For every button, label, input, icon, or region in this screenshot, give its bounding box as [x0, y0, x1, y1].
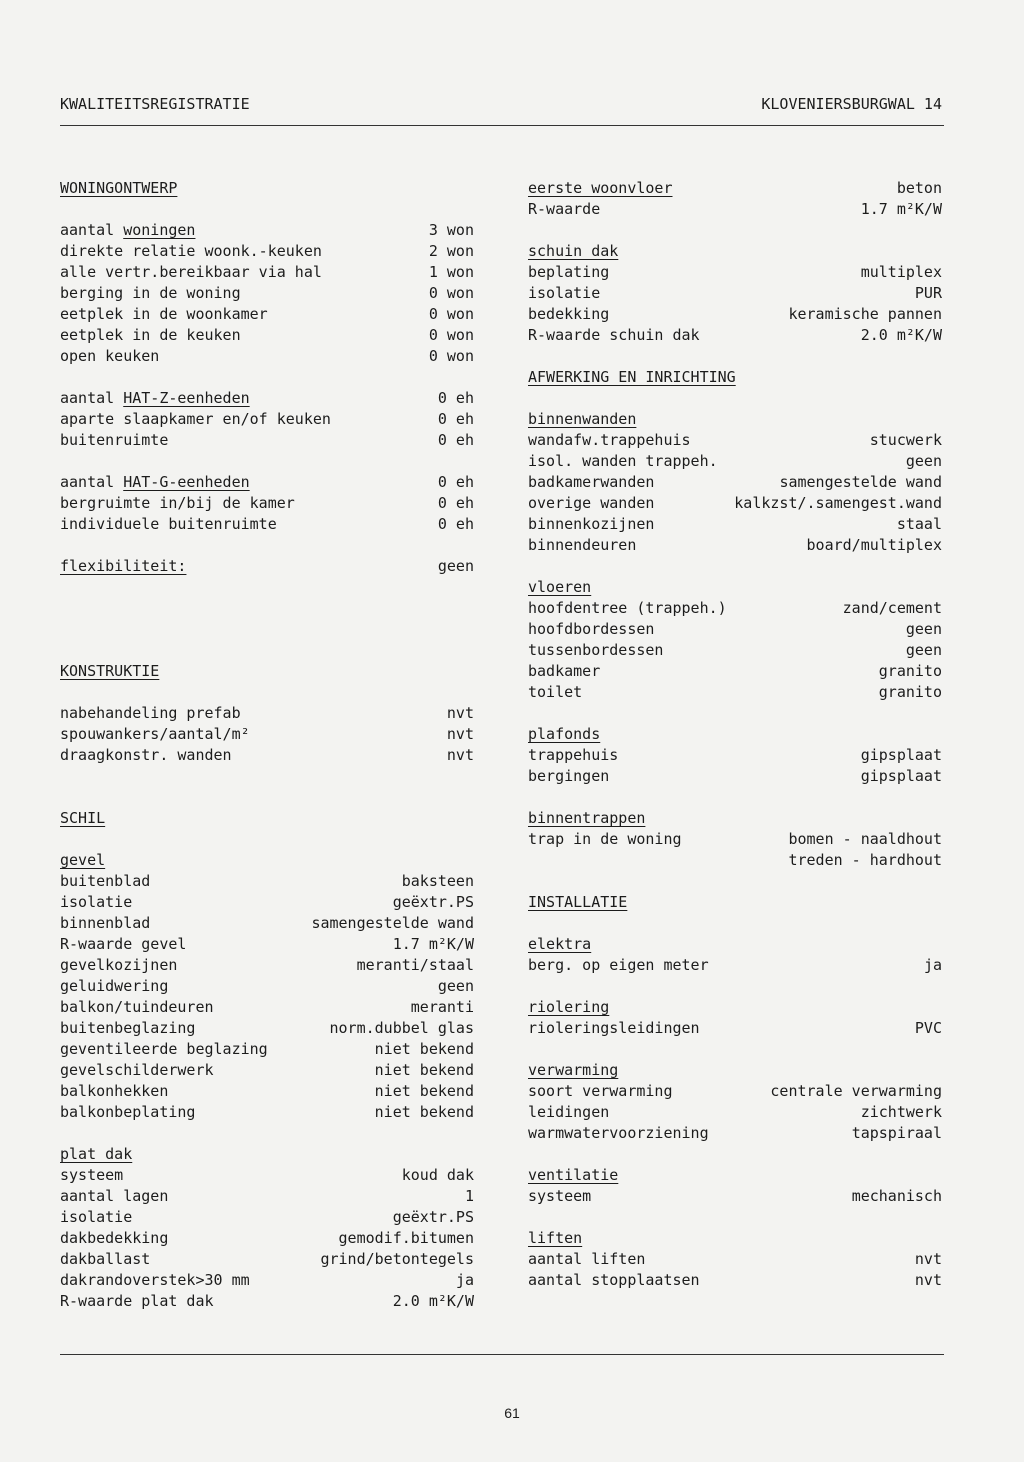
- item-label: aantal lagen: [60, 1187, 169, 1205]
- list-item: [60, 1228, 474, 1249]
- list-item: [528, 1270, 942, 1291]
- item-label: badkamerwanden: [528, 473, 655, 491]
- item-label: systeem: [528, 1187, 592, 1205]
- item-value: koud dak: [401, 1166, 474, 1184]
- list-item: [528, 262, 942, 283]
- list-item: [528, 1102, 942, 1123]
- item-label: bergruimte in/bij de kamer: [60, 494, 295, 512]
- item-label: leidingen: [528, 1103, 610, 1121]
- subsection-vloeren: vloeren: [528, 578, 592, 596]
- item-value: beton: [896, 179, 942, 197]
- list-item: [528, 850, 942, 871]
- group-konstruktie: [60, 703, 474, 766]
- item-label: eetplek in de woonkamer: [60, 305, 268, 323]
- subsection-binnentrappen: binnentrappen: [528, 809, 646, 827]
- group-gevel: [60, 871, 474, 1123]
- item-label: balkonhekken: [60, 1082, 169, 1100]
- item-label-prefix: aantal: [60, 473, 124, 491]
- list-item: [60, 1081, 474, 1102]
- item-value: zand/cement: [842, 599, 942, 617]
- group-woningen: [60, 220, 474, 367]
- item-value: PUR: [914, 284, 942, 302]
- item-value: granito: [878, 662, 942, 680]
- item-label: gevelkozijnen: [60, 956, 178, 974]
- item-label: [60, 220, 195, 241]
- item-label: isolatie: [60, 893, 133, 911]
- list-item: [528, 472, 942, 493]
- item-label: isol. wanden trappeh.: [528, 452, 718, 470]
- item-value: 0 eh: [437, 389, 474, 407]
- item-label-underlined: eerste woonvloer: [528, 179, 673, 197]
- section-woningontwerp: WONINGONTWERP: [60, 179, 178, 197]
- item-label: [528, 178, 673, 199]
- item-value: tapspiraal: [851, 1124, 942, 1142]
- item-value: 0 eh: [437, 431, 474, 449]
- item-label: draagkonstr. wanden: [60, 746, 232, 764]
- item-value: samengestelde wand: [779, 473, 942, 491]
- list-item: [60, 388, 474, 409]
- list-item: [60, 262, 474, 283]
- list-item: [60, 1060, 474, 1081]
- list-item: [528, 451, 942, 472]
- item-label: aantal liften: [528, 1250, 646, 1268]
- list-item: [528, 283, 942, 304]
- header-left: KWALITEITSREGISTRATIE: [60, 95, 250, 113]
- list-item: [528, 304, 942, 325]
- group-plafonds: [528, 745, 942, 787]
- item-label: dakballast: [60, 1250, 151, 1268]
- item-label: aparte slaapkamer en/of keuken: [60, 410, 331, 428]
- item-value: geen: [905, 452, 942, 470]
- item-label-underlined: HAT-Z-eenheden: [123, 389, 250, 407]
- item-label: buitenruimte: [60, 431, 169, 449]
- item-label: berg. op eigen meter: [528, 956, 709, 974]
- list-item: [60, 409, 474, 430]
- list-item: [60, 976, 474, 997]
- item-label: individuele buitenruimte: [60, 515, 277, 533]
- item-value: multiplex: [860, 263, 942, 281]
- item-label: balkon/tuindeuren: [60, 998, 214, 1016]
- item-value: 1 won: [428, 263, 474, 281]
- item-label: wandafw.trappehuis: [528, 431, 691, 449]
- item-label-underlined: woningen: [123, 221, 196, 239]
- subsection-plafonds: plafonds: [528, 725, 601, 743]
- list-item: [528, 199, 942, 220]
- item-label: spouwankers/aantal/m²: [60, 725, 250, 743]
- item-label: nabehandeling prefab: [60, 704, 241, 722]
- list-item: [60, 514, 474, 535]
- list-item: [60, 1039, 474, 1060]
- item-label: R-waarde: [528, 200, 601, 218]
- item-value: mechanisch: [851, 1187, 942, 1205]
- item-value: 0 eh: [437, 410, 474, 428]
- list-item: [528, 640, 942, 661]
- item-value: baksteen: [401, 872, 474, 890]
- item-label: R-waarde plat dak: [60, 1292, 214, 1310]
- list-item: [60, 892, 474, 913]
- item-value: norm.dubbel glas: [329, 1019, 474, 1037]
- item-value: meranti/staal: [356, 956, 474, 974]
- list-item: [60, 283, 474, 304]
- item-label: open keuken: [60, 347, 160, 365]
- item-label: [60, 472, 250, 493]
- group-hat-g: [60, 472, 474, 535]
- list-item: [60, 1018, 474, 1039]
- item-label: warmwatervoorziening: [528, 1124, 709, 1142]
- item-value: geen: [905, 641, 942, 659]
- item-value: nvt: [914, 1271, 942, 1289]
- item-label: dakrandoverstek>30 mm: [60, 1271, 250, 1289]
- item-label: R-waarde schuin dak: [528, 326, 700, 344]
- group-schuin-dak: [528, 262, 942, 346]
- item-value: 2.0 m²K/W: [392, 1292, 474, 1310]
- subsection-gevel: gevel: [60, 851, 106, 869]
- item-value: 0 won: [428, 284, 474, 302]
- item-value: gipsplaat: [860, 746, 942, 764]
- left-column: [60, 178, 474, 1312]
- list-item: [528, 598, 942, 619]
- item-value: ja: [923, 956, 942, 974]
- list-item: [528, 178, 942, 199]
- group-riolering: [528, 1018, 942, 1039]
- item-value: keramische pannen: [788, 305, 942, 323]
- list-item: [60, 871, 474, 892]
- list-item: [60, 1270, 474, 1291]
- item-value: bomen - naaldhout: [788, 830, 942, 848]
- list-item: [60, 325, 474, 346]
- item-value: 2.0 m²K/W: [860, 326, 942, 344]
- list-item: [60, 1249, 474, 1270]
- item-value: kalkzst/.samengest.wand: [734, 494, 942, 512]
- item-value: geëxtr.PS: [392, 893, 474, 911]
- item-label: isolatie: [528, 284, 601, 302]
- item-label: hoofdentree (trappeh.): [528, 599, 727, 617]
- item-label: bergingen: [528, 767, 610, 785]
- item-value: nvt: [914, 1250, 942, 1268]
- list-item: [60, 934, 474, 955]
- list-item: [60, 745, 474, 766]
- item-label: binnenkozijnen: [528, 515, 655, 533]
- item-value: nvt: [446, 746, 474, 764]
- item-value: 1.7 m²K/W: [860, 200, 942, 218]
- item-value: 1: [464, 1187, 474, 1205]
- item-value: treden - hardhout: [788, 851, 942, 869]
- item-label: binnenblad: [60, 914, 151, 932]
- item-label-prefix: aantal: [60, 389, 124, 407]
- item-value: gemodif.bitumen: [338, 1229, 474, 1247]
- item-value: geen: [437, 977, 474, 995]
- list-item: [528, 955, 942, 976]
- item-value: ja: [455, 1271, 474, 1289]
- list-item: [60, 703, 474, 724]
- list-item: [60, 346, 474, 367]
- group-liften: [528, 1249, 942, 1291]
- list-item: [528, 493, 942, 514]
- header-right: KLOVENIERSBURGWAL 14: [761, 95, 942, 113]
- list-item: [528, 325, 942, 346]
- item-label: balkonbeplating: [60, 1103, 196, 1121]
- item-value: meranti: [410, 998, 474, 1016]
- row-flexibiliteit: flexibiliteit: geen: [60, 557, 474, 575]
- list-item: [60, 1186, 474, 1207]
- group-elektra: [528, 955, 942, 976]
- item-value: 1.7 m²K/W: [392, 935, 474, 953]
- item-value: zichtwerk: [860, 1103, 942, 1121]
- item-value: 0 won: [428, 305, 474, 323]
- item-label: beplating: [528, 263, 610, 281]
- list-item: [528, 1123, 942, 1144]
- item-value: grind/betontegels: [320, 1250, 474, 1268]
- item-label: overige wanden: [528, 494, 655, 512]
- list-item: [60, 220, 474, 241]
- item-value: granito: [878, 683, 942, 701]
- section-afwerking: AFWERKING EN INRICHTING: [528, 368, 736, 386]
- group-ventilatie: [528, 1186, 942, 1207]
- item-label: tussenbordessen: [528, 641, 664, 659]
- group-verwarming: [528, 1081, 942, 1144]
- list-item: [60, 1207, 474, 1228]
- item-value: 3 won: [428, 221, 474, 239]
- item-value: 0 eh: [437, 494, 474, 512]
- item-label: berging in de woning: [60, 284, 241, 302]
- item-label: binnendeuren: [528, 536, 637, 554]
- item-value: 0 eh: [437, 473, 474, 491]
- subsection-schuin-dak: schuin dak: [528, 242, 619, 260]
- section-konstruktie: KONSTRUKTIE: [60, 662, 160, 680]
- item-value: samengestelde wand: [311, 914, 474, 932]
- item-label: dakbedekking: [60, 1229, 169, 1247]
- item-label: soort verwarming: [528, 1082, 673, 1100]
- item-value: niet bekend: [374, 1040, 474, 1058]
- list-item: [60, 304, 474, 325]
- item-label: trappehuis: [528, 746, 619, 764]
- list-item: [528, 514, 942, 535]
- item-value: 0 won: [428, 326, 474, 344]
- subsection-plat-dak: plat dak: [60, 1145, 133, 1163]
- item-label-prefix: aantal: [60, 221, 124, 239]
- item-label: [60, 388, 250, 409]
- item-label: buitenblad: [60, 872, 151, 890]
- item-value: 2 won: [428, 242, 474, 260]
- item-label: gevelschilderwerk: [60, 1061, 214, 1079]
- subsection-binnenwanden: binnenwanden: [528, 410, 637, 428]
- item-value: niet bekend: [374, 1082, 474, 1100]
- list-item: [528, 1249, 942, 1270]
- top-rule: [60, 125, 944, 126]
- item-value: geëxtr.PS: [392, 1208, 474, 1226]
- list-item: [528, 535, 942, 556]
- group-binnenwanden: [528, 430, 942, 556]
- item-value: gipsplaat: [860, 767, 942, 785]
- list-item: [60, 913, 474, 934]
- item-label: badkamer: [528, 662, 601, 680]
- section-schil: SCHIL: [60, 809, 106, 827]
- item-value: centrale verwarming: [770, 1082, 942, 1100]
- list-item: [528, 1186, 942, 1207]
- list-item: [60, 997, 474, 1018]
- item-label: buitenbeglazing: [60, 1019, 196, 1037]
- list-item: [528, 745, 942, 766]
- item-label: bedekking: [528, 305, 610, 323]
- subsection-ventilatie: ventilatie: [528, 1166, 619, 1184]
- item-label: systeem: [60, 1166, 124, 1184]
- item-value: PVC: [914, 1019, 942, 1037]
- item-value: niet bekend: [374, 1103, 474, 1121]
- group-plat-dak: [60, 1165, 474, 1312]
- list-item: [528, 829, 942, 850]
- item-value: nvt: [446, 725, 474, 743]
- item-value: board/multiplex: [806, 536, 942, 554]
- list-item: [60, 241, 474, 262]
- list-item: [528, 430, 942, 451]
- group-eerste-woonvloer: [528, 178, 942, 220]
- list-item: [60, 955, 474, 976]
- item-label: isolatie: [60, 1208, 133, 1226]
- subsection-riolering: riolering: [528, 998, 610, 1016]
- item-value: niet bekend: [374, 1061, 474, 1079]
- item-value: staal: [896, 515, 942, 533]
- item-label: direkte relatie woonk.-keuken: [60, 242, 322, 260]
- item-label-underlined: HAT-G-eenheden: [123, 473, 250, 491]
- item-value: 0 won: [428, 347, 474, 365]
- subsection-verwarming: verwarming: [528, 1061, 619, 1079]
- item-label: aantal stopplaatsen: [528, 1271, 700, 1289]
- list-item: [60, 724, 474, 745]
- list-item: [528, 1081, 942, 1102]
- list-item: [528, 619, 942, 640]
- item-value: 0 eh: [437, 515, 474, 533]
- list-item: [60, 1291, 474, 1312]
- item-label: alle vertr.bereikbaar via hal: [60, 263, 322, 281]
- item-label: toilet: [528, 683, 583, 701]
- group-binnentrappen: [528, 829, 942, 871]
- list-item: [60, 1165, 474, 1186]
- list-item: [60, 472, 474, 493]
- item-label: eetplek in de keuken: [60, 326, 241, 344]
- group-vloeren: [528, 598, 942, 703]
- item-value: geen: [905, 620, 942, 638]
- list-item: [60, 493, 474, 514]
- right-column: [528, 178, 942, 1291]
- subsection-elektra: elektra: [528, 935, 592, 953]
- bottom-rule: [60, 1354, 944, 1355]
- item-value: stucwerk: [869, 431, 942, 449]
- section-installatie: INSTALLATIE: [528, 893, 628, 911]
- item-label: geventileerde beglazing: [60, 1040, 268, 1058]
- item-label: rioleringsleidingen: [528, 1019, 700, 1037]
- list-item: [528, 682, 942, 703]
- list-item: [528, 661, 942, 682]
- item-label: hoofdbordessen: [528, 620, 655, 638]
- list-item: [60, 430, 474, 451]
- list-item: [528, 766, 942, 787]
- item-label: R-waarde gevel: [60, 935, 187, 953]
- list-item: [528, 1018, 942, 1039]
- item-label: geluidwering: [60, 977, 169, 995]
- group-hat-z: [60, 388, 474, 451]
- page-number: 61: [504, 1405, 520, 1421]
- item-value: nvt: [446, 704, 474, 722]
- list-item: [60, 1102, 474, 1123]
- item-label: trap in de woning: [528, 830, 682, 848]
- subsection-liften: liften: [528, 1229, 583, 1247]
